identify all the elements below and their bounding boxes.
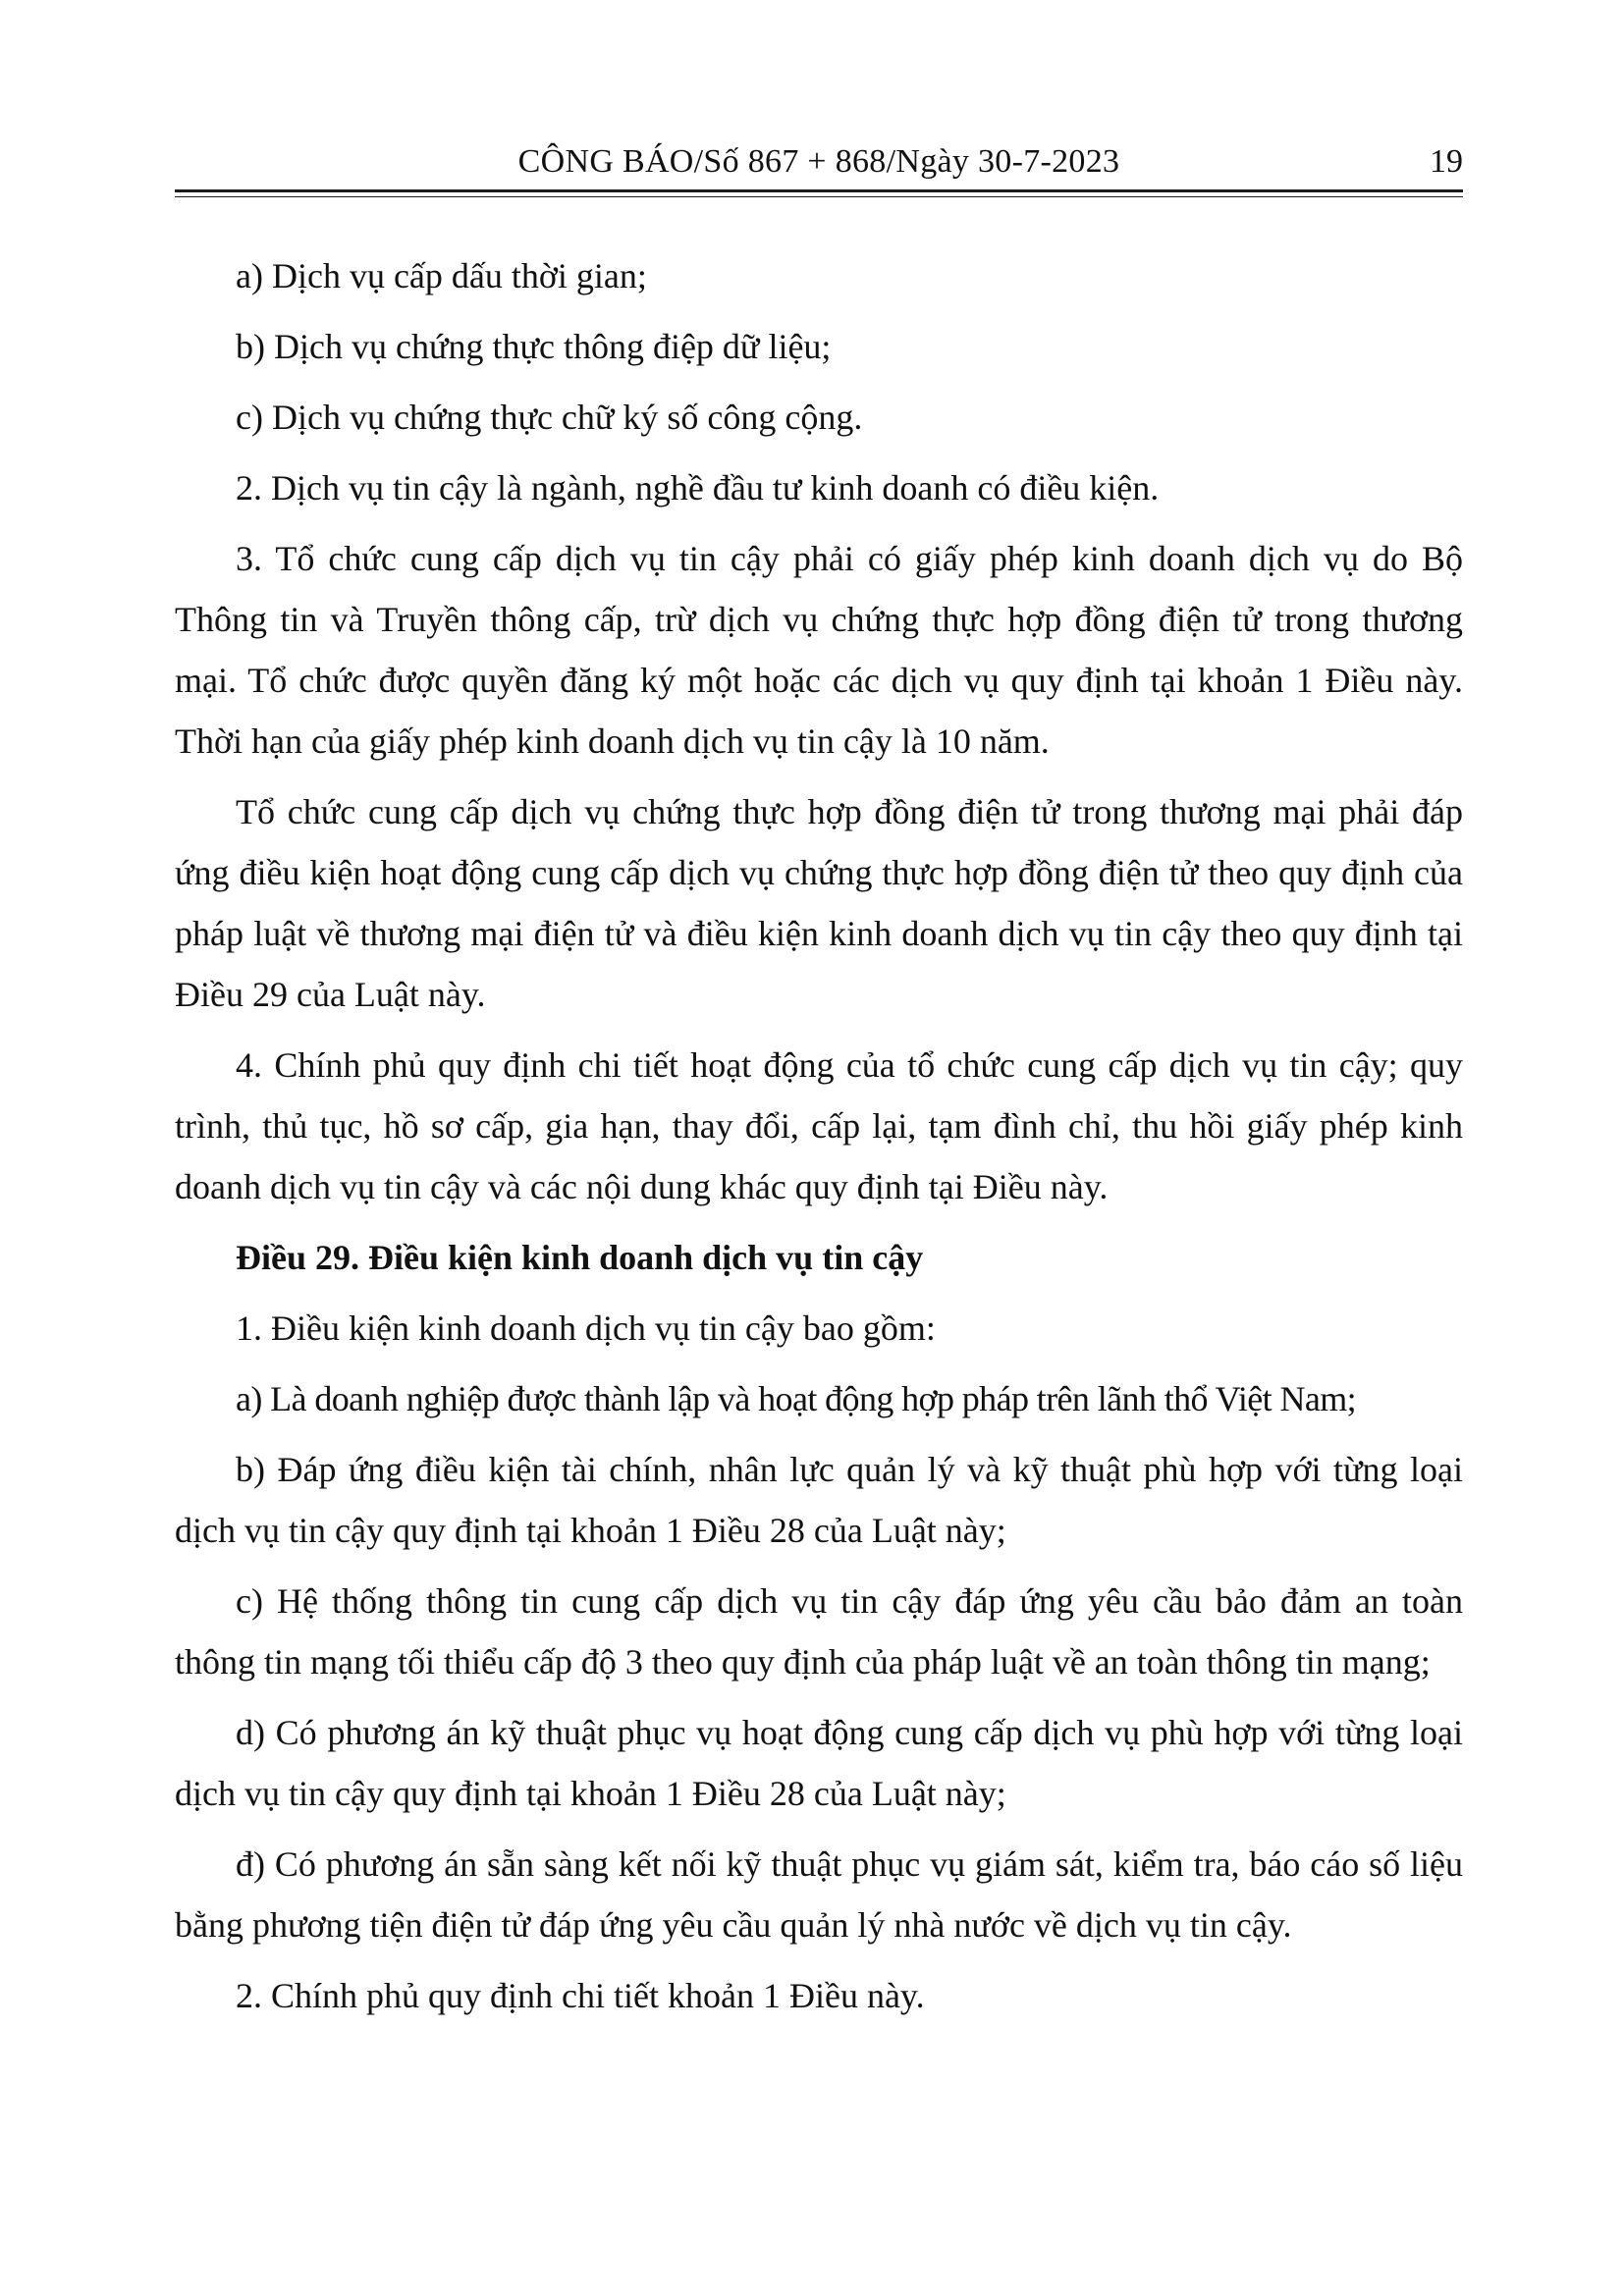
article-29-clause-b: b) Đáp ứng điều kiện tài chính, nhân lực quản lý và kỹ thuật phù hợp với từng loại dịch vụ tin cậy quy định tại khoản 1 Điều 28 của Luật này; — [175, 1450, 1463, 1550]
item-3-license: 3. Tổ chức cung cấp dịch vụ tin cậy phải có giấy phép kinh doanh dịch vụ do Bộ Thông tin và Truyền thông cấp, trừ dịch vụ chứng thực hợp đồng điện tử trong thương mại. Tổ chức được quyền đăng ký một hoặc các dịch vụ quy định tại khoản 1 Điều này. Thời hạn của giấy phép kinh doanh dịch vụ tin cậy là 10 năm. — [175, 539, 1463, 761]
clause-a-timestamp: a) Dịch vụ cấp dấu thời gian; — [236, 256, 647, 295]
article-29-item-1: 1. Điều kiện kinh doanh dịch vụ tin cậy bao gồm: — [236, 1308, 936, 1348]
page-number: 19 — [1430, 143, 1463, 180]
article-29-clause-dd: đ) Có phương án sẵn sàng kết nối kỹ thuật phục vụ giám sát, kiểm tra, báo cáo số liệu bằng phương tiện điện tử đáp ứng yêu cầu quản lý nhà nước về dịch vụ tin cậy. — [175, 1844, 1463, 1945]
header-rule-thin — [175, 196, 1463, 197]
article-29-clause-c: c) Hệ thống thông tin cung cấp dịch vụ tin cậy đáp ứng yêu cầu bảo đảm an toàn thông tin mạng tối thiểu cấp độ 3 theo quy định của pháp luật về an toàn thông tin mạng; — [175, 1581, 1463, 1682]
page-header — [175, 137, 1463, 187]
article-29-heading: Điều 29. Điều kiện kinh doanh dịch vụ tin cậy — [236, 1238, 924, 1277]
item-4-government-detail: 4. Chính phủ quy định chi tiết hoạt động của tổ chức cung cấp dịch vụ tin cậy; quy trình, thủ tục, hồ sơ cấp, gia hạn, thay đổi, cấp lại, tạm đình chỉ, thu hồi giấy phép kinh doanh dịch vụ tin cậy và các nội dung khác quy định tại Điều này. — [175, 1045, 1463, 1206]
clause-c-digital-signature: c) Dịch vụ chứng thực chữ ký số công cộng. — [236, 398, 863, 437]
article-29-clause-d: d) Có phương án kỹ thuật phục vụ hoạt động cung cấp dịch vụ phù hợp với từng loại dịch vụ tin cậy quy định tại khoản 1 Điều 28 của Luật này; — [175, 1713, 1463, 1813]
article-29-clause-a: a) Là doanh nghiệp được thành lập và hoạt động hợp pháp trên lãnh thổ Việt Nam; — [236, 1379, 1357, 1418]
header-rule-thick — [175, 189, 1463, 192]
item-2-conditional-business: 2. Dịch vụ tin cậy là ngành, nghề đầu tư kinh doanh có điều kiện. — [236, 468, 1160, 507]
gazette-title: CÔNG BÁO/Số 867 + 868/Ngày 30-7-2023 — [517, 143, 1120, 180]
clause-b-data-message: b) Dịch vụ chứng thực thông điệp dữ liệu; — [236, 327, 832, 366]
article-29-item-2: 2. Chính phủ quy định chi tiết khoản 1 Điều này. — [236, 1976, 925, 2015]
item-3-commerce-contract: Tổ chức cung cấp dịch vụ chứng thực hợp đồng điện tử trong thương mại phải đáp ứng điều kiện hoạt động cung cấp dịch vụ chứng thực hợp đồng điện tử theo quy định của pháp luật về thương mại điện tử và điều kiện kinh doanh dịch vụ tin cậy theo quy định tại Điều 29 của Luật này. — [175, 792, 1463, 1014]
document-body — [175, 245, 1463, 2036]
